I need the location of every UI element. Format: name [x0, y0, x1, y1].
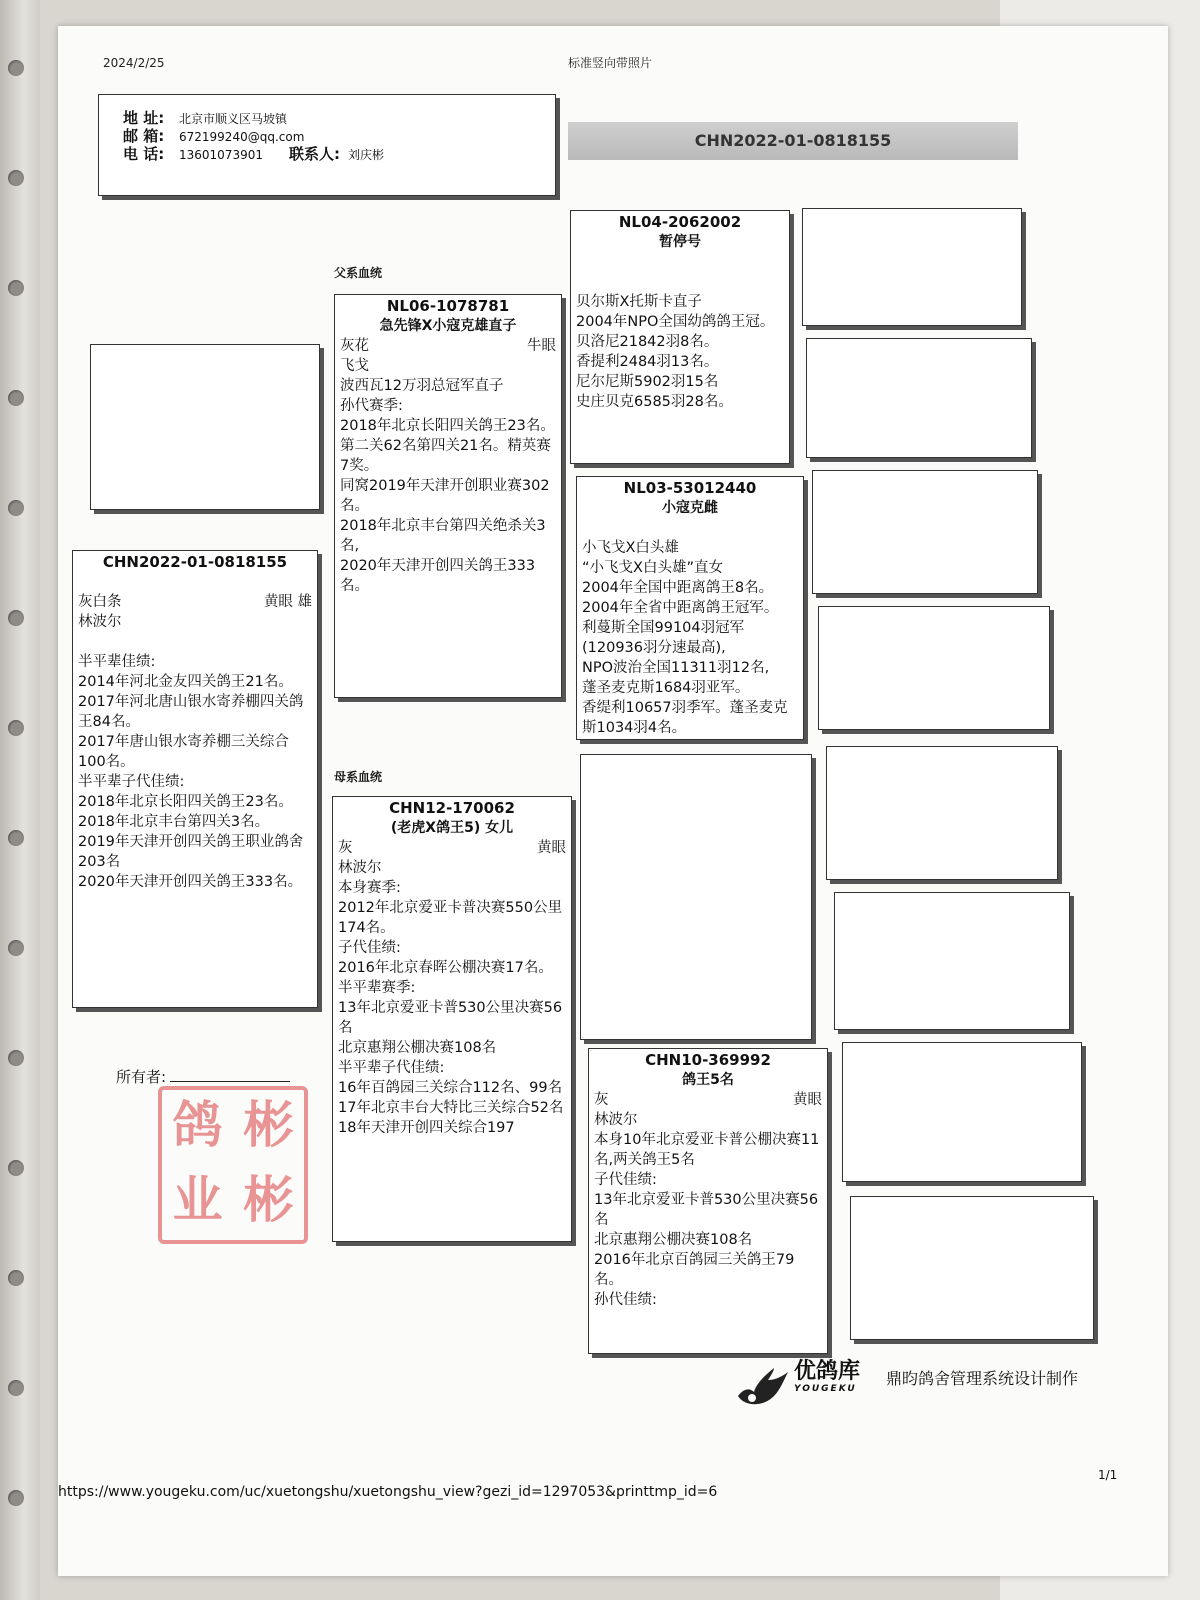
- binder-hole: [8, 1050, 24, 1066]
- dam-note: 本身赛季:: [338, 880, 401, 896]
- binder-hole: [8, 830, 24, 846]
- sire-dam-note: 2004年全省中距离鸽王冠军。: [582, 600, 779, 616]
- binder-hole: [8, 940, 24, 956]
- subject-note: 半平辈子代佳绩:: [78, 774, 185, 790]
- sire-sire-note: 贝洛尼21842羽8名。: [576, 334, 719, 350]
- dam-note: 13年北京爱亚卡普530公里决赛56名: [338, 1000, 563, 1036]
- dam-breed: 林波尔: [338, 860, 382, 876]
- subject-note: 2020年天津开创四关鸽王333名。: [78, 874, 303, 890]
- email-value: 672199240@qq.com: [179, 130, 305, 144]
- binder-hole: [8, 280, 24, 296]
- owner-label: 所有者:: [116, 1068, 167, 1086]
- binder-hole: [8, 610, 24, 626]
- dam-dam-note: 本身10年北京爱亚卡普公棚决赛11名,两关鸽王5名: [594, 1132, 820, 1168]
- dam-note: 18年天津开创四关综合197: [338, 1120, 515, 1136]
- sire-name: 急先锋X小寇克雄直子: [379, 318, 517, 334]
- binder-hole: [8, 1270, 24, 1286]
- page-number: 1/1: [1098, 1468, 1118, 1482]
- owner-row: [116, 1066, 290, 1087]
- dam-note: 半平辈子代佳绩:: [338, 1060, 445, 1076]
- binder-hole: [8, 390, 24, 406]
- sire-sire-note: 香提利2484羽13名。: [576, 354, 719, 370]
- binder-hole: [8, 1380, 24, 1396]
- address-label: 地 址:: [123, 109, 165, 127]
- sire-sire-note: 2004年NPO全国幼鸽鸽王冠。: [576, 314, 775, 330]
- phone-value: 13601073901: [179, 148, 263, 162]
- subject-note: 2014年河北金友四关鸽王21名。: [78, 674, 293, 690]
- ggp-box-8: [850, 1196, 1094, 1340]
- dam-dam-attr-row: [594, 1090, 822, 1110]
- dam-eye: 黄眼: [537, 840, 566, 856]
- binder-hole: [8, 720, 24, 736]
- sire-dam-name: 小寇克雌: [662, 500, 718, 516]
- binder-hole: [8, 500, 24, 516]
- subject-color: 灰白条: [78, 594, 122, 610]
- contact-person-value: 刘庆彬: [347, 148, 384, 162]
- subject-note: 2017年河北唐山银水寄养棚四关鸽王84名。: [78, 694, 304, 730]
- seal-char: 业: [172, 1170, 223, 1229]
- paternal-section-label: 父系血统: [334, 266, 383, 280]
- sire-note: 孙代赛季:: [340, 398, 403, 414]
- dam-dam-note: 2016年北京百鸽园三关鸽王79名。: [594, 1252, 795, 1288]
- binder-hole: [8, 1160, 24, 1176]
- phone-row: [123, 145, 555, 163]
- ggp-box-3: [812, 470, 1038, 594]
- sire-color: 灰花: [340, 338, 369, 354]
- sire-note: 2018年北京丰台第四关绝杀关3名,: [340, 518, 546, 554]
- maternal-section-label: 母系血统: [334, 770, 383, 784]
- source-url: https://www.yougeku.com/uc/xuetongshu/xuetongshu_view?gezi_id=1297053&printtmp_id=6: [58, 1484, 718, 1500]
- ggp-box-1: [802, 208, 1022, 326]
- dam-ring: CHN12-170062: [389, 799, 515, 817]
- subject-breed: 林波尔: [78, 614, 122, 630]
- dam-name: (老虎X鸽王5) 女儿: [390, 820, 514, 836]
- dam-dam-breed: 林波尔: [594, 1112, 638, 1128]
- dam-note: 2012年北京爱亚卡普决赛550公里174名。: [338, 900, 563, 936]
- sire-dam-note: NPO波治全国11311羽12名,: [582, 660, 770, 676]
- sire-attr-row: [340, 336, 556, 356]
- seal-char: 鸽: [172, 1095, 223, 1154]
- dam-dam-color: 灰: [594, 1092, 609, 1108]
- brand-name-cn: 优鸽库: [794, 1359, 861, 1384]
- sire-dam-note: “小飞戈X白头雄”直女: [582, 560, 723, 576]
- sire-sire-note: 贝尔斯X托斯卡直子: [576, 294, 702, 310]
- subject-notes: [78, 652, 312, 892]
- subject-photo-box: [90, 344, 320, 510]
- sire-sire-name: 暂停号: [659, 234, 701, 250]
- phone-label: 电 话:: [123, 145, 165, 163]
- print-date: 2024/2/25: [103, 56, 165, 70]
- subject-note: 2018年北京长阳四关鸽王23名。: [78, 794, 293, 810]
- sire-card: [334, 294, 562, 698]
- ggp-box-5: [826, 746, 1058, 880]
- sire-dam-note: 蓬圣麦克斯1684羽亚军。: [582, 680, 750, 696]
- loft-seal-stamp: [158, 1086, 308, 1244]
- sire-breed: 飞戈: [340, 358, 369, 374]
- sire-note: 2020年天津开创四关鸽王333名。: [340, 558, 536, 594]
- dam-attr-row: [338, 838, 566, 858]
- seal-char: 彬: [243, 1170, 294, 1229]
- contact-person-label: 联系人:: [288, 145, 340, 163]
- dam-dam-card: [588, 1048, 828, 1354]
- sire-sire-ring: NL04-2062002: [618, 213, 742, 231]
- contact-box: [98, 94, 556, 196]
- dam-note: 子代佳绩:: [338, 940, 401, 956]
- sire-eye: 牛眼: [527, 338, 556, 354]
- yougeku-logo-icon: [734, 1366, 790, 1410]
- sire-dam-card: [576, 476, 804, 740]
- sire-dam-note: 2004年全国中距离鸽王8名。: [582, 580, 774, 596]
- ggp-box-4: [818, 606, 1050, 730]
- sire-dam-note: 利蔓斯全国99104羽冠军: [582, 620, 745, 636]
- dam-note: 北京惠翔公棚决赛108名: [338, 1040, 497, 1056]
- sire-note: 波西瓦12万羽总冠军直子: [340, 378, 504, 394]
- subject-attr-row: [78, 592, 312, 612]
- subject-ring-banner: CHN2022-01-0818155: [568, 122, 1018, 160]
- email-label: 邮 箱:: [123, 127, 165, 145]
- sire-ring: NL06-1078781: [386, 297, 510, 315]
- binder-strip: [0, 0, 40, 1600]
- email-row: [123, 127, 555, 145]
- brand-name-en: YOUGEKU: [794, 1384, 857, 1394]
- print-title: 标准竖向带照片: [568, 56, 653, 70]
- binder-hole: [8, 170, 24, 186]
- sire-sire-note: 尼尔尼斯5902羽15名: [576, 374, 719, 390]
- seal-char: 彬: [243, 1095, 294, 1154]
- subject-eye-sex: 黄眼 雄: [263, 594, 312, 610]
- binder-hole: [8, 60, 24, 76]
- sire-note: 同窝2019年天津开创职业赛302名。: [340, 478, 550, 514]
- brand-block: [794, 1360, 860, 1394]
- ggp-box-2: [806, 338, 1032, 458]
- dam-card: [332, 796, 572, 1242]
- subject-note: 2019年天津开创四关鸽王职业鸽舍203名: [78, 834, 304, 870]
- subject-ring: CHN2022-01-0818155: [102, 553, 288, 571]
- sire-sire-note: 史庄贝克6585羽28名。: [576, 394, 733, 410]
- dam-dam-note: 孙代佳绩:: [594, 1292, 657, 1308]
- dam-dam-note: 北京惠翔公棚决赛108名: [594, 1232, 753, 1248]
- sire-note: 2018年北京长阳四关鸽王23名。第二关62名第四关21名。精英赛7奖。: [340, 418, 555, 474]
- ggp-box-7: [842, 1042, 1082, 1182]
- dam-note: 半平辈赛季:: [338, 980, 416, 996]
- dam-note: 16年百鸽园三关综合112名、99名: [338, 1080, 563, 1096]
- sire-dam-note: 香缇利10657羽季军。蓬圣麦克斯1034羽4名。: [582, 700, 788, 736]
- address-row: [123, 109, 555, 127]
- sire-dam-note: 小飞戈X白头雄: [582, 540, 679, 556]
- ggp-box-6: [834, 892, 1070, 1030]
- dam-dam-note: 13年北京爱亚卡普530公里决赛56名: [594, 1192, 819, 1228]
- dam-sire-card: [580, 754, 812, 1040]
- owner-signature-line: [170, 1067, 290, 1082]
- dam-dam-note: 子代佳绩:: [594, 1172, 657, 1188]
- dam-dam-name: 鸽王5名: [682, 1072, 734, 1088]
- subject-note: 2018年北京丰台第四关3名。: [78, 814, 270, 830]
- sire-dam-ring: NL03-53012440: [623, 479, 757, 497]
- sire-sire-card: [570, 210, 790, 464]
- footer-slogan: 鼎昀鸽舍管理系统设计制作: [886, 1369, 1079, 1388]
- subject-card: [72, 550, 318, 1008]
- dam-dam-ring: CHN10-369992: [645, 1051, 771, 1069]
- dam-note: 17年北京丰台大特比三关综合52名: [338, 1100, 564, 1116]
- subject-note: 2017年唐山银水寄养棚三关综合100名。: [78, 734, 289, 770]
- pedigree-page: [58, 26, 1168, 1576]
- binder-hole: [8, 1490, 24, 1506]
- dam-color: 灰: [338, 840, 353, 856]
- subject-note: 半平辈佳绩:: [78, 654, 156, 670]
- dam-dam-eye: 黄眼: [793, 1092, 822, 1108]
- address-value: 北京市顺义区马坡镇: [179, 112, 288, 126]
- dam-note: 2016年北京春晖公棚决赛17名。: [338, 960, 553, 976]
- sire-dam-note: (120936羽分速最高),: [582, 640, 726, 656]
